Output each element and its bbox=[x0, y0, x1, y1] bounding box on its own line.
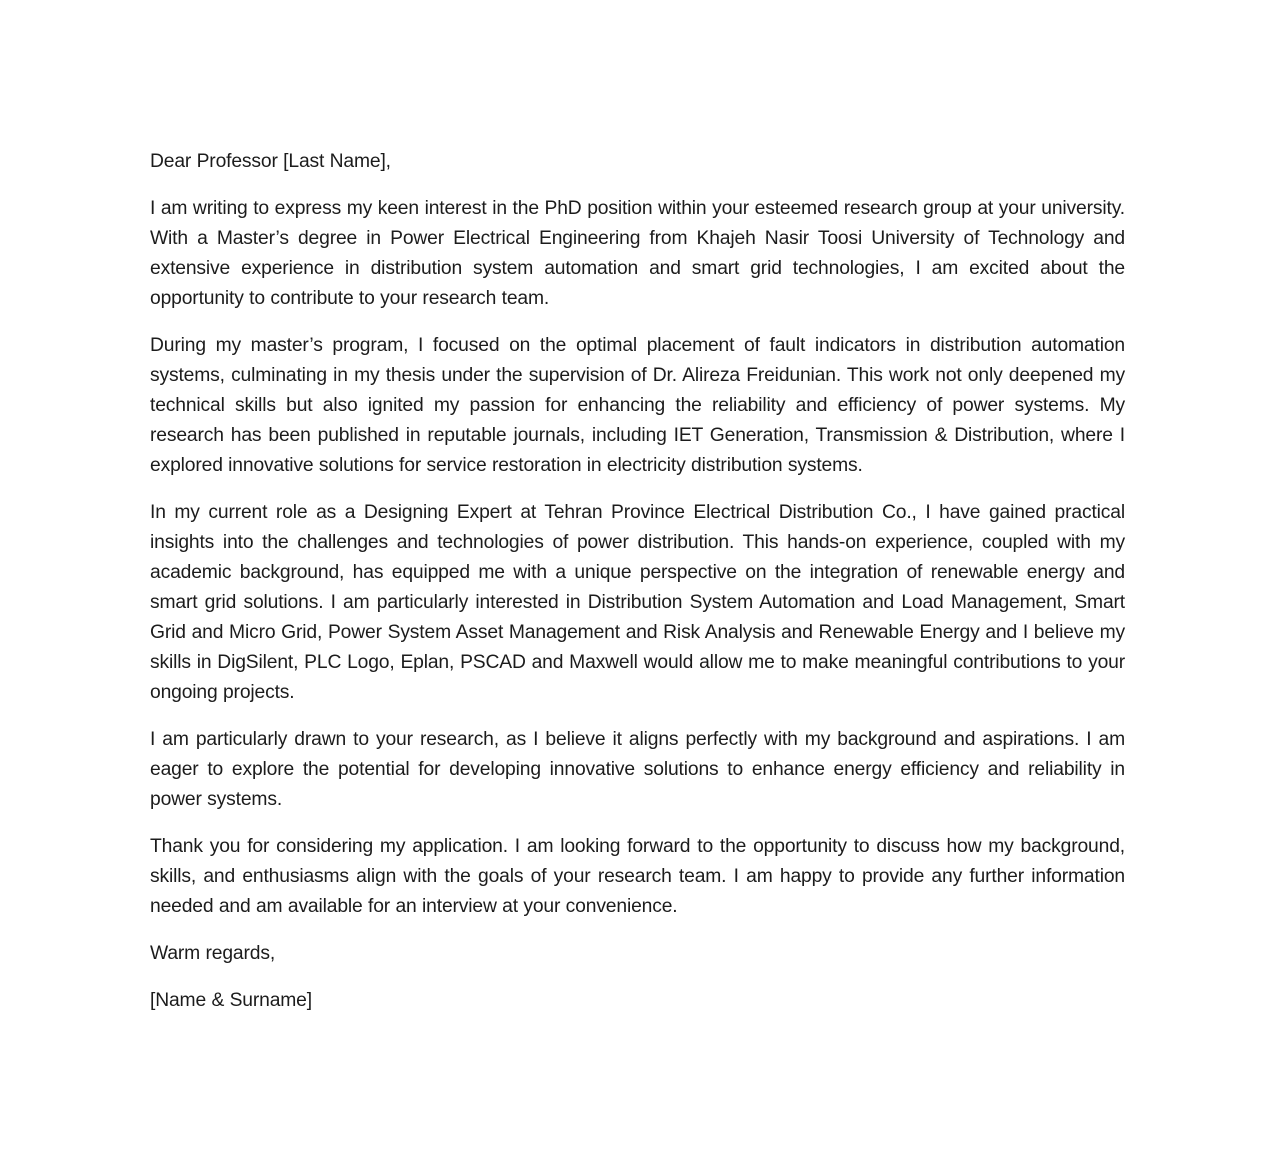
closing: Warm regards, bbox=[150, 943, 276, 964]
letter-paragraph-thank-you: Thank you for considering my application. I am looking forward to the opportunity to discuss how my background, skills, and enthusiasms align with the goals of your research team. I am happy to provide any further information needed and am available for an interview at your convenience. bbox=[150, 836, 1125, 917]
letter-paragraph-masters-program: During my master’s program, I focused on the optimal placement of fault indicators in distribution automation systems, culminating in my thesis under the supervision of Dr. Alireza Freidunian. This work not only deepened my technical skills but also ignited my passion for enhancing the reliability and efficiency of power systems. My research has been published in reputable journals, including IET Generation, Transmission & Distribution, where I explored innovative solutions for service restoration in electricity distribution systems. bbox=[150, 335, 1125, 476]
cover-letter-body bbox=[150, 147, 1125, 1016]
letter-paragraph-current-role: In my current role as a Designing Expert at Tehran Province Electrical Distribution Co., I have gained practical insights into the challenges and technologies of power distribution. This hands-on experience, coupled with my academic background, has equipped me with a unique perspective on the integration of renewable energy and smart grid solutions. I am particularly interested in Distribution System Automation and Load Management, Smart Grid and Micro Grid, Power System Asset Management and Risk Analysis and Renewable Energy and I believe my skills in DigSilent, PLC Logo, Eplan, PSCAD and Maxwell would allow me to make meaningful contributions to your ongoing projects. bbox=[150, 502, 1125, 703]
letter-paragraph-intro: I am writing to express my keen interest in the PhD position within your esteemed research group at your university. With a Master’s degree in Power Electrical Engineering from Khajeh Nasir Toosi University of Technology and extensive experience in distribution system automation and smart grid technologies, I am excited about the opportunity to contribute to your research team. bbox=[150, 198, 1125, 309]
signature-placeholder: [Name & Surname] bbox=[150, 990, 312, 1011]
letter-paragraph-research-fit: I am particularly drawn to your research, as I believe it aligns perfectly with my background and aspirations. I am eager to explore the potential for developing innovative solutions to enhance energy efficiency and reliability in power systems. bbox=[150, 729, 1125, 810]
salutation: Dear Professor [Last Name], bbox=[150, 151, 391, 172]
